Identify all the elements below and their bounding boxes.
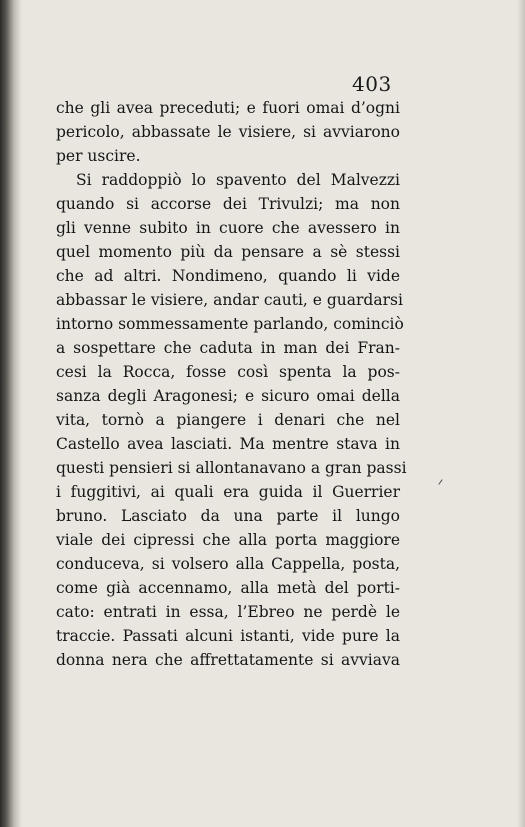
text-line: vita, tornò a piangere i denari che nel (56, 411, 400, 429)
text-line: come già accennamo, alla metà del porti- (56, 579, 400, 597)
text-line: conduceva, si volsero alla Cappella, posta, (56, 555, 400, 573)
text-line: donna nera che affrettatamente si avviava (56, 651, 400, 669)
text-line: gli venne subito in cuore che avessero in (56, 219, 400, 237)
page-edge-shadow (517, 0, 525, 827)
text-line: cato: entrati in essa, l’Ebreo ne perdè le (56, 603, 400, 621)
text-line: questi pensieri si allontanavano a gran passi (56, 459, 407, 477)
text-line: cesi la Rocca, fosse così spenta la pos- (56, 363, 400, 381)
page-number: 403 (352, 72, 392, 96)
body-text (56, 96, 407, 672)
text-line: bruno. Lasciato da una parte il lungo (56, 507, 400, 525)
text-line: i fuggitivi, ai quali era guida il Guerrier (56, 483, 400, 501)
text-line: per uscire. (56, 147, 141, 165)
text-line: quel momento più da pensare a sè stessi (56, 243, 400, 261)
paper-speck (438, 479, 442, 484)
text-line: sanza degli Aragonesi; e sicuro omai della (56, 387, 400, 405)
text-line: abbassar le visiere, andar cauti, e guardarsi (56, 291, 403, 309)
text-line: traccie. Passati alcuni istanti, vide pure la (56, 627, 400, 645)
text-line: che ad altri. Nondimeno, quando li vide (56, 267, 400, 285)
text-line: viale dei cipressi che alla porta maggiore (56, 531, 400, 549)
text-line: a sospettare che caduta in man dei Fran- (56, 339, 400, 357)
text-line: Si raddoppiò lo spavento del Malvezzi (76, 171, 400, 189)
text-line: Castello avea lasciati. Ma mentre stava in (56, 435, 400, 453)
page-gutter-shadow (0, 0, 22, 827)
text-line: intorno sommessamente parlando, cominciò (56, 315, 404, 333)
text-line: pericolo, abbassate le visiere, si avviarono (56, 123, 400, 141)
text-line: che gli avea preceduti; e fuori omai d’ogni (56, 99, 400, 117)
text-line: quando si accorse dei Trivulzi; ma non (56, 195, 400, 213)
